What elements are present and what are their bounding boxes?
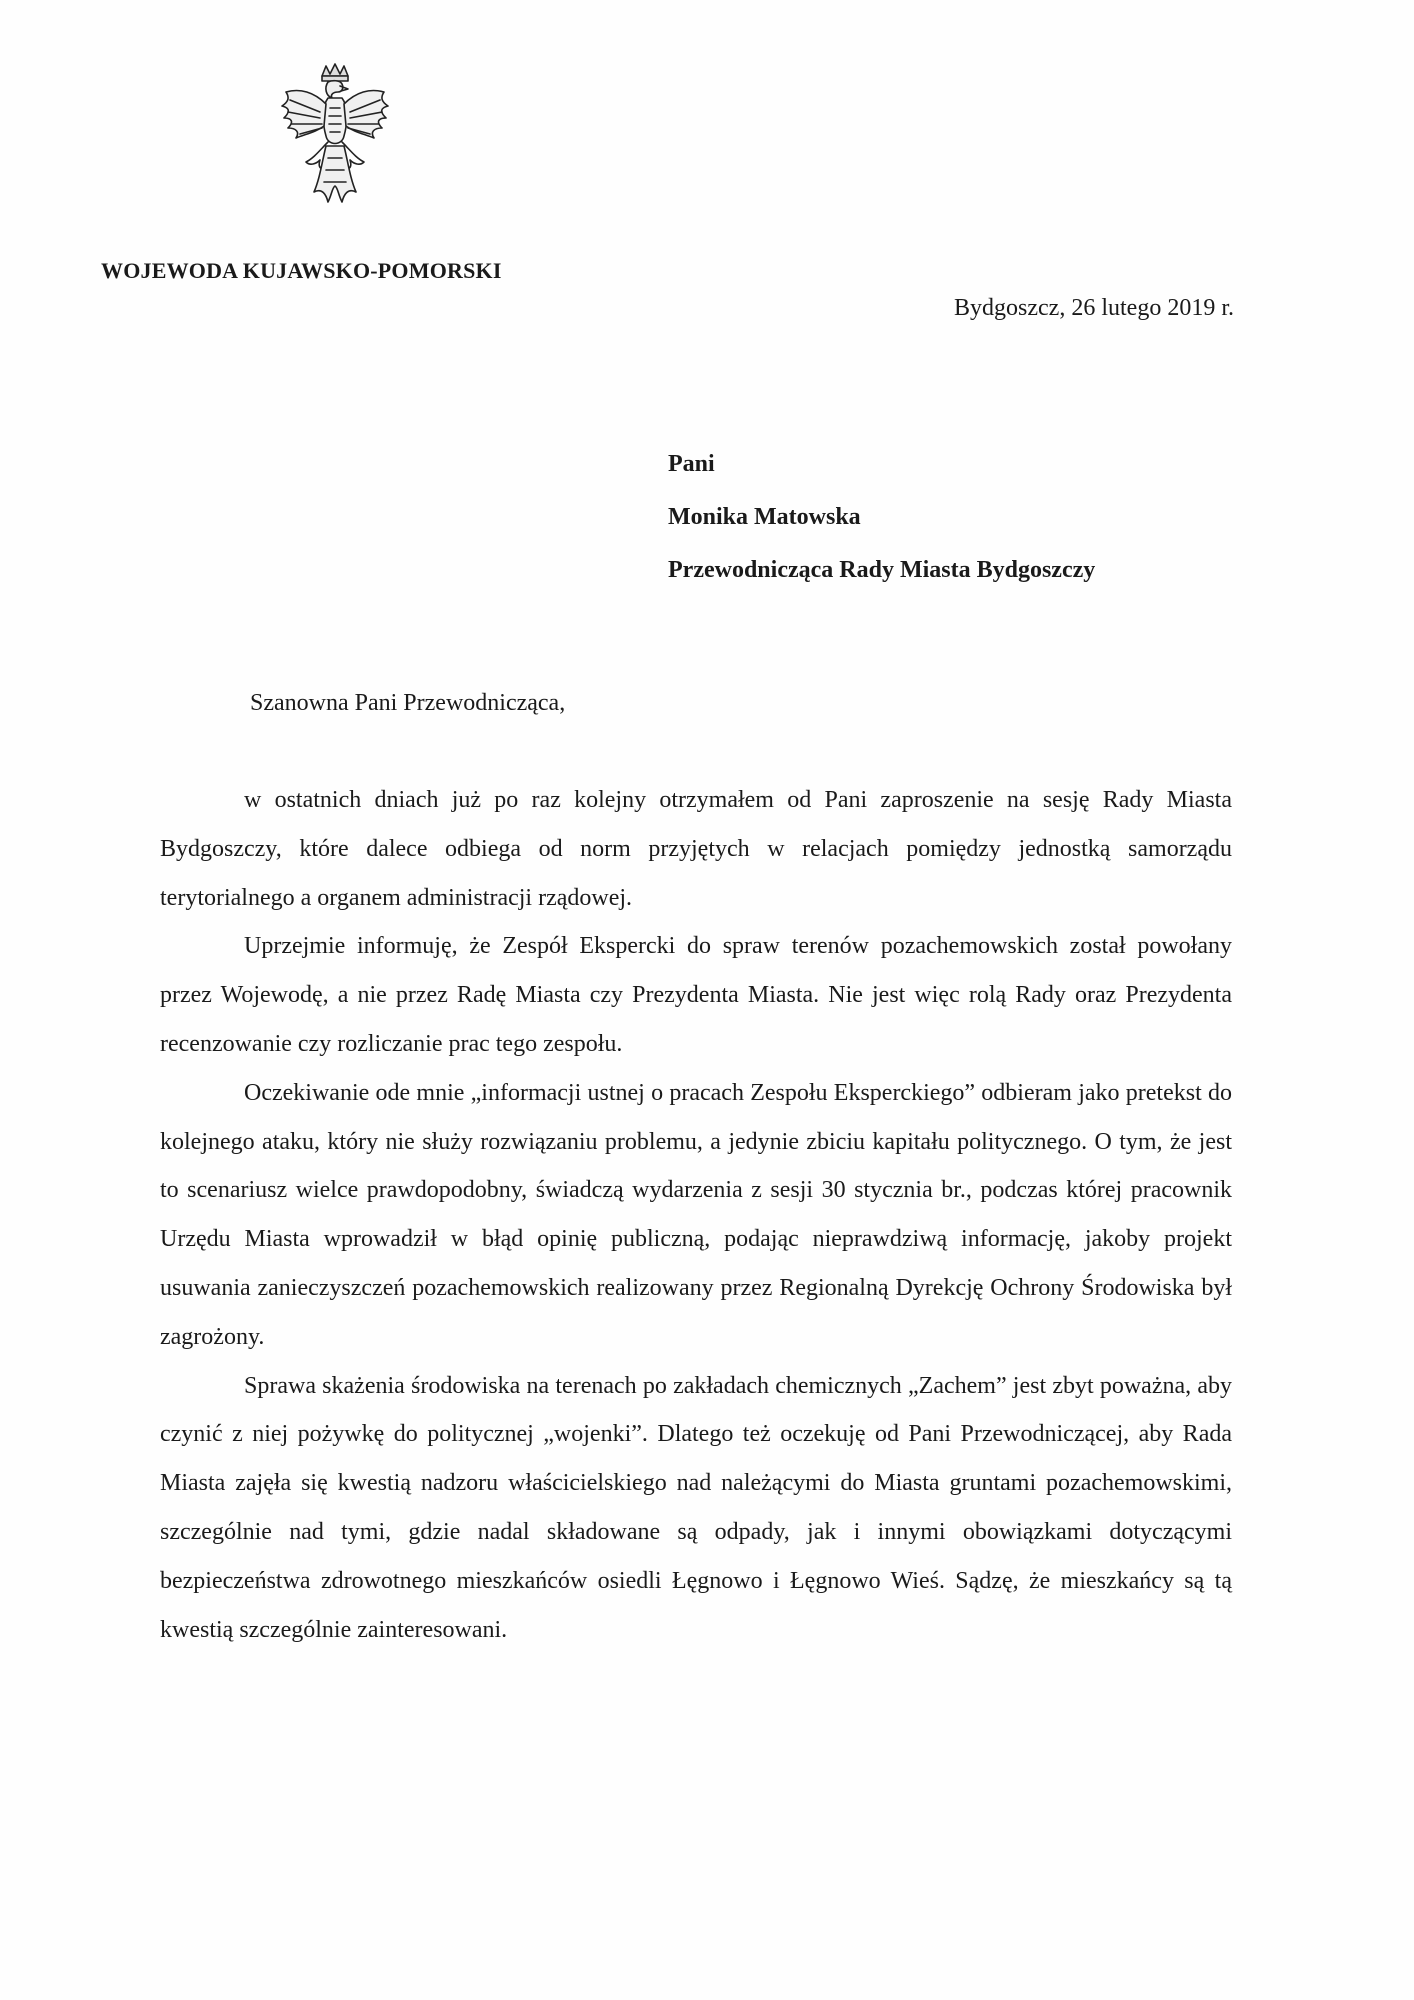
paragraph: Oczekiwanie ode mnie „informacji ustnej o pracach Zespołu Eksperckiego” odbieram jako pretekst do kolejnego ataku, który nie służy rozwiązaniu problemu, a jedynie zbiciu kapitału politycznego. O tym, że jest to scenariusz wielce prawdopodobny, świadczą wydarzenia z sesji 30 stycznia br., podczas której pracownik Urzędu Miasta wprowadził w błąd opinię publiczną, podając nieprawdziwą informację, jakoby projekt usuwania zanieczyszczeń pozachemowskich realizowany przez Regionalną Dyrekcję Ochrony Środowiska był zagrożony. bbox=[160, 1079, 1232, 1350]
recipient-name: Monika Matowska bbox=[668, 504, 861, 530]
paragraph: w ostatnich dniach już po raz kolejny otrzymałem od Pani zaproszenie na sesję Rady Miasta Bydgoszczy, które dalece odbiega od norm przyjętych w relacjach pomiędzy jednostką samorządu terytorialnego a organem administracji rządowej. bbox=[160, 787, 1232, 911]
salutation: Szanowna Pani Przewodnicząca, bbox=[250, 690, 566, 716]
letter-body bbox=[160, 776, 1232, 1654]
authority-title: WOJEWODA KUJAWSKO-POMORSKI bbox=[101, 258, 502, 283]
recipient-block bbox=[668, 438, 1095, 597]
paragraph: Sprawa skażenia środowiska na terenach po zakładach chemicznych „Zachem” jest zbyt poważna, aby czynić z niej pożywkę do politycznej „wojenki”. Dlatego też oczekuję od Pani Przewodniczącej, aby Rada Miasta zajęła się kwestią nadzoru właścicielskiego nad należącymi do Miasta gruntami pozachemowskimi, szczególnie nad tymi, gdzie nadal składowane są odpady, jak i innymi obowiązkami dotyczącymi bezpieczeństwa zdrowotnego mieszkańców osiedli Łęgnowo i Łęgnowo Wieś. Sądzę, że mieszkańcy są tą kwestią szczególnie zainteresowani. bbox=[160, 1372, 1232, 1643]
recipient-position: Przewodnicząca Rady Miasta Bydgoszczy bbox=[668, 557, 1096, 583]
recipient-line-title: Pani bbox=[668, 451, 715, 477]
place-date: Bydgoszcz, 26 lutego 2019 r. bbox=[954, 295, 1234, 321]
paragraph: Uprzejmie informuję, że Zespół Ekspercki do spraw terenów pozachemowskich został powołany przez Wojewodę, a nie przez Radę Miasta czy Prezydenta Miasta. Nie jest więc rolą Rady oraz Prezydenta recenzowanie czy rozliczanie prac tego zespołu. bbox=[160, 933, 1232, 1057]
polish-eagle-emblem-icon bbox=[270, 62, 400, 214]
